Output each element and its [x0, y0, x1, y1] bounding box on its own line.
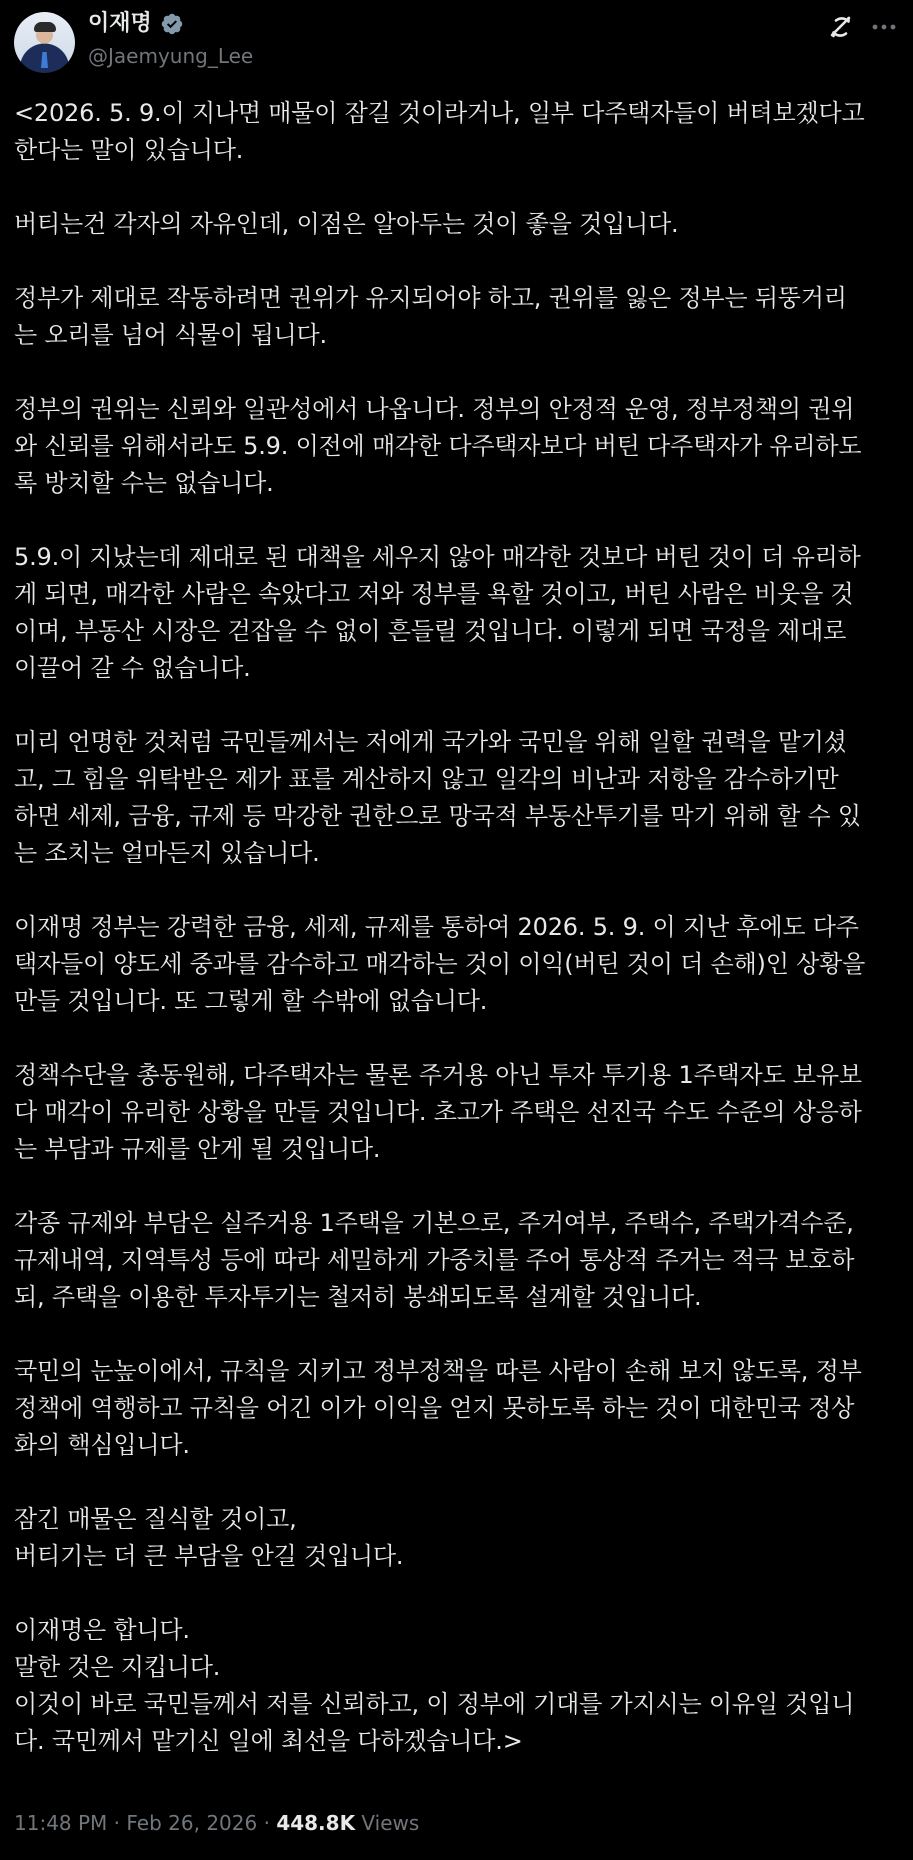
- tweet-paragraph: 5.9.이 지났는데 제대로 된 대책을 세우지 않아 매각한 것보다 버틴 것이 더 유리하 게 되면, 매각한 사람은 속았다고 저와 정부를 욕할 것이고, 버틴 사람은 비웃을 것 이며, 부동산 시장은 걷잡을 수 없이 흔들릴 것입니다. 이렇게 되면 국정을 제대로 이끌어 갈 수 없습니다.: [14, 543, 861, 682]
- tweet-paragraph: 미리 언명한 것처럼 국민들께서는 저에게 국가와 국민을 위해 일할 권력을 맡기셨 고, 그 힘을 위탁받은 제가 표를 계산하지 않고 일각의 비난과 저항을 감수하기만 하면 세제, 금융, 규제 등 막강한 권한으로 망국적 부동산투기를 막기 위해 할 수 있 는 조치는 얼마든지 있습니다.: [14, 728, 861, 867]
- tweet-paragraph: 버티는건 각자의 자유인데, 이점은 알아두는 것이 좋을 것입니다.: [14, 210, 679, 238]
- tweet-paragraph: 국민의 눈높이에서, 규칙을 지키고 정부정책을 따른 사람이 손해 보지 않도록, 정부 정책에 역행하고 규칙을 어긴 이가 이익을 얻지 못하도록 하는 것이 대한민국 정상 화의 핵심입니다.: [14, 1357, 862, 1459]
- grok-icon[interactable]: [826, 12, 856, 42]
- meta-separator: ·: [107, 1811, 127, 1835]
- tweet-paragraph: 정부의 권위는 신뢰와 일관성에서 나옵니다. 정부의 안정적 운영, 정부정책의 권위 와 신뢰를 위해서라도 5.9. 이전에 매각한 다주택자보다 버틴 다주택자가 유리하도 록 방치할 수는 없습니다.: [14, 395, 862, 497]
- tweet-paragraph: 정책수단을 총동원해, 다주택자는 물론 주거용 아닌 투자 투기용 1주택자도 보유보 다 매각이 유리한 상황을 만들 것입니다. 초고가 주택은 선진국 수도 수준의 상응하 는 부담과 규제를 안게 될 것입니다.: [14, 1061, 862, 1163]
- views-label: Views: [355, 1811, 420, 1835]
- avatar[interactable]: [14, 12, 75, 73]
- tweet-paragraph: 각종 규제와 부담은 실주거용 1주택을 기본으로, 주거여부, 주택수, 주택가격수준, 규제내역, 지역특성 등에 따라 세밀하게 가중치를 주어 통상적 주거는 적극 보호하 되, 주택을 이용한 투자투기는 철저히 봉쇄되도록 설계할 것입니다.: [14, 1209, 855, 1311]
- tweet-time-link[interactable]: 11:48 PM: [14, 1811, 108, 1835]
- meta-separator: ·: [257, 1811, 277, 1835]
- tweet-paragraph: 이재명 정부는 강력한 금융, 세제, 규제를 통하여 2026. 5. 9. 이 지난 후에도 다주 택자들이 양도세 중과를 감수하고 매각하는 것이 이익(버틴 것이 더 손해)인 상황을 만들 것입니다. 또 그렇게 할 수밖에 없습니다.: [14, 913, 866, 1015]
- tweet-date-link[interactable]: Feb 26, 2026: [126, 1811, 258, 1835]
- tweet-paragraph: 잠긴 매물은 질식할 것이고, 버티기는 더 큰 부담을 안길 것입니다.: [14, 1505, 404, 1570]
- verified-badge-icon: [160, 12, 184, 36]
- tweet-paragraph: 이재명은 합니다. 말한 것은 지킵니다. 이것이 바로 국민들께서 저를 신뢰하고, 이 정부에 기대를 가지시는 이유일 것입니 다. 국민께서 맡기신 일에 최선을 다하겠습니다.>: [14, 1616, 855, 1755]
- tweet-header: [0, 0, 913, 80]
- tweet-paragraph: <2026. 5. 9.이 지나면 매물이 잠길 것이라거나, 일부 다주택자들이 버텨보겠다고 한다는 말이 있습니다.: [14, 99, 865, 164]
- avatar-hair: [34, 22, 56, 32]
- author-handle[interactable]: @Jaemyung_Lee: [88, 44, 254, 68]
- avatar-tie: [41, 52, 48, 68]
- views-count: 448.8K: [276, 1811, 356, 1835]
- tweet-meta: [14, 1805, 419, 1841]
- tweet-paragraph: 정부가 제대로 작동하려면 권위가 유지되어야 하고, 권위를 잃은 정부는 뒤뚱거리 는 오리를 넘어 식물이 됩니다.: [14, 284, 847, 349]
- more-options-icon[interactable]: [868, 12, 900, 42]
- tweet-text: [14, 95, 904, 1760]
- author-display-name[interactable]: 이재명: [88, 11, 152, 36]
